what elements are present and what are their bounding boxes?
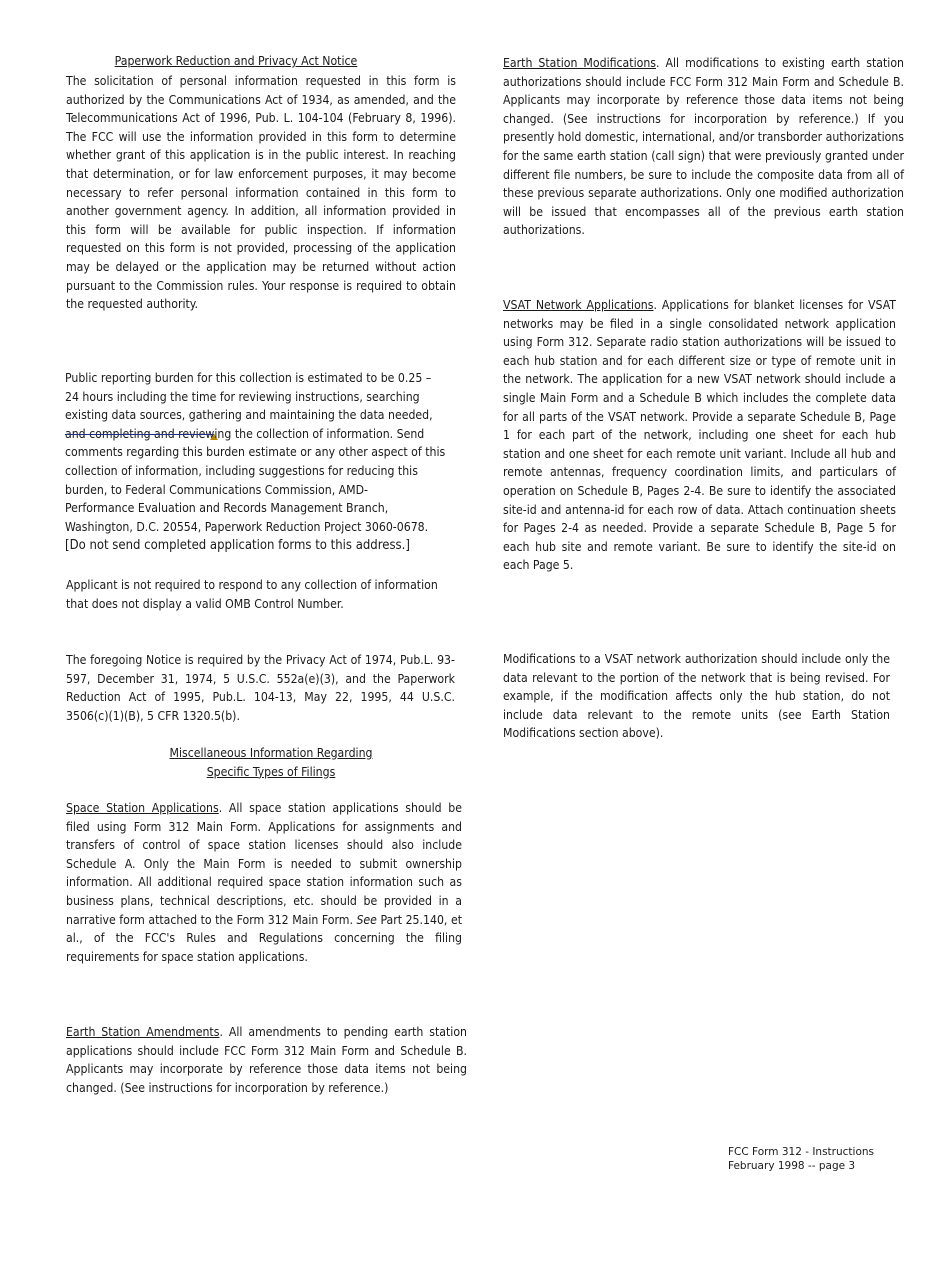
page-footer — [728, 1145, 874, 1173]
vsat-title: VSAT Network Applications — [503, 298, 654, 312]
earth-station-amendments-paragraph: Earth Station Amendments. All amendments to pending earth station applications should include FCC Form 312 Main Form and Schedule B. Applicants may incorporate by reference those data items not being changed. (See instructions for incorporation by reference.) — [66, 1025, 468, 1095]
burden-line: collection of information, including suggestions for reducing this — [65, 463, 418, 478]
amendments-title: Earth Station Amendments — [66, 1025, 220, 1039]
vsat-applications-paragraph: VSAT Network Applications. Applications for blanket licenses for VSAT networks may be filed in a single consolidated network application using Form 312. Separate radio station authorizations will be issued to each hub station and for each different size or type of remote unit in the network. The application for a new VSAT network should include a single Main Form and a Schedule B which includes the complete data for all parts of the VSAT network. Provide a separate Schedule B, Page 1 for each part of the network, including one sheet for each hub station and one sheet for each remote unit variant. Include all hub and remote antennas, frequency coordination limits, and particulars of operation on Schedule B, Pages 2-4. Be sure to identify the associated site-id and antenna-id for each row of data. Attach continuation sheets for Pages 2-4 as needed. Provide a separate Schedule B, Page 5 for each hub site and remote variant. Be sure to identify the site-id on each Page 5. — [503, 298, 896, 573]
space-station-title: Space Station Applications — [66, 801, 219, 815]
burden-line: Washington, D.C. 20554, Paperwork Reduction Project 3060-0678. — [65, 519, 429, 534]
vsat-modifications-paragraph: Modifications to a VSAT network authorization should include only the data relevant to the portion of the network that is being revised. For example, if the modification affects only the hub station, do not include data relevant to the remote units (see Earth Station Modifications section above). — [503, 652, 890, 741]
burden-line: burden, to Federal Communications Commission, AMD- — [65, 482, 369, 497]
burden-line: and completing and reviewing the collection of information. Send — [65, 426, 425, 441]
burden-line: Performance Evaluation and Records Management Branch, — [65, 501, 389, 516]
burden-line: 24 hours including the time for reviewing instructions, searching — [65, 389, 420, 404]
foregoing-paragraph: The foregoing Notice is required by the Privacy Act of 1974, Pub.L. 93-597, December 31, 1974, 5 U.S.C. 552a(e)(3), and the Paperwork Reduction Act of 1995, Pub.L. 104-13, May 22, 1995, 44 U.S.C. 3506(c)(1)(B), 5 CFR 1320.5(b). — [66, 653, 455, 723]
space-station-paragraph: Space Station Applications. All space station applications should be filed using Form 312 Main Form. Applications for assignments and transfers of control of space station licenses should also include Schedule A. Only the Main Form is needed to submit ownership information. All additional required space station information such as business plans, technical descriptions, etc. should be provided in a narrative form attached to the Form 312 Main Form. See Part 25.140, et al., of the FCC's Rules and Regulations concerning the filing requirements for space station applications. — [66, 801, 462, 964]
burden-line: Public reporting burden for this collection is estimated to be 0.25 – — [65, 371, 432, 385]
earth-station-modifications-paragraph: Earth Station Modifications. All modifications to existing earth station authorizations should include FCC Form 312 Main Form and Schedule B. Applicants may incorporate by reference those data items not being changed. (See instructions for incorporation by reference.) If you presently hold domestic, international, and/or transborder authorizations for the same earth station (call sign) that were previously granted under different file numbers, be sure to include the composite data from all of these previous separate authorizations. Only one modified authorization will be issued that encompasses all of the previous earth station authorizations. — [503, 56, 904, 238]
footer-form-name: FCC Form 312 - Instructions — [728, 1146, 875, 1158]
burden-note: [Do not send completed application forms to this address.] — [65, 538, 410, 554]
burden-line: existing data sources, gathering and maintaining the data needed, — [65, 408, 433, 423]
privacy-heading: Paperwork Reduction and Privacy Act Notice — [114, 54, 358, 68]
burden-paragraph — [65, 369, 457, 556]
privacy-paragraph: The solicitation of personal information requested in this form is authorized by the Communications Act of 1934, as amended, and the Telecommunications Act of 1996, Pub. L. 104-104 (February 8, 1996). The FCC will use the information provided in this form to determine whether grant of this application is in the public interest. In reaching that determination, or for law enforcement purposes, it may become necessary to refer personal information contained in this form to another government agency. In addition, all information provided in this form will be available for public inspection. If information requested on this form is not provided, processing of the application may be delayed or the application may be returned without action pursuant to the Commission rules. Your response is required to obtain the requested authority. — [66, 74, 456, 312]
footer-date-page: February 1998 -- page 3 — [728, 1160, 856, 1172]
struck-text: and completing and review — [65, 426, 215, 441]
modifications-title: Earth Station Modifications — [503, 56, 656, 70]
burden-line: comments regarding this burden estimate or any other aspect of this — [65, 445, 446, 460]
misc-heading: Miscellaneous Information Regarding Specific Types of Filings — [169, 746, 373, 779]
omb-paragraph: Applicant is not required to respond to any collection of information that does not display a valid OMB Control Number. — [66, 578, 438, 611]
